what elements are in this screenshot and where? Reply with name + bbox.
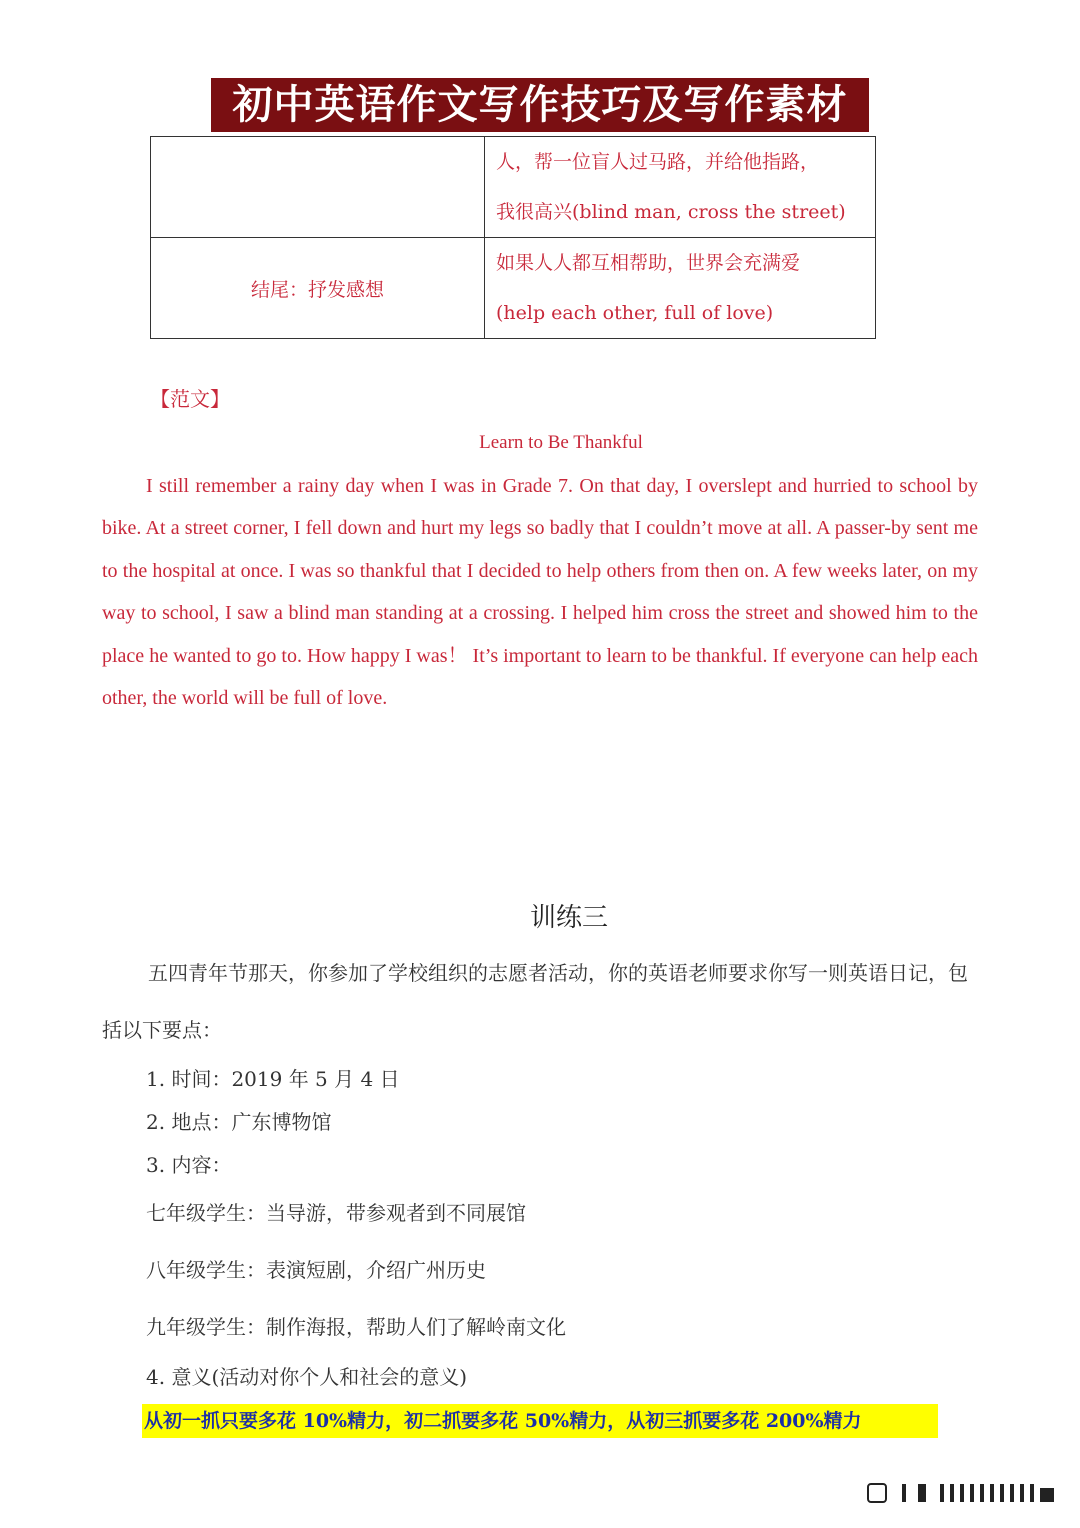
exercise-title: 训练三 <box>529 903 608 933</box>
outline-content-line: 我很高兴(blind man, cross the street) <box>496 201 846 223</box>
requirement-grade7: 七年级学生：当导游，带参观者到不同展馆 <box>146 1201 526 1225</box>
essay-title: Learn to Be Thankful <box>479 432 643 453</box>
outline-content-line: 如果人人都互相帮助，世界会充满爱 <box>496 252 801 274</box>
outline-content-cell <box>485 238 876 339</box>
outline-section-cell <box>151 137 485 238</box>
watermark-logo-icon <box>862 1480 1062 1506</box>
requirement-meaning: 4. 意义(活动对你个人和社会的意义) <box>146 1365 468 1389</box>
outline-content-cell <box>485 137 876 238</box>
requirement-place: 2. 地点：广东博物馆 <box>146 1110 332 1134</box>
outline-table <box>150 136 876 339</box>
outline-content-line: (help each other, full of love) <box>496 302 774 324</box>
table-row <box>151 137 876 238</box>
requirement-grade9: 九年级学生：制作海报，帮助人们了解岭南文化 <box>146 1315 566 1339</box>
requirement-time: 1. 时间：2019 年 5 月 4 日 <box>146 1067 400 1091</box>
outline-section-cell: 结尾：抒发感想 <box>151 238 485 339</box>
exercise-intro: 五四青年节那天，你参加了学校组织的志愿者活动，你的英语老师要求你写一则英语日记，包括以下要点： <box>102 961 968 1042</box>
essay-body: I still remember a rainy day when I was in Grade 7. On that day, I overslept and hurried to school by bike. At a street corner, I fell down and hurt my legs so badly that I couldn’t move at all. A passer-by sent me to the hospital at once. I was so thankful that I decided to help others from then on. A few weeks later, on my way to school, I saw a blind man standing at a crossing. I helped him cross the street and showed him to the place he wanted to go to. How happy I was！ It’s important to learn to be thankful. If everyone can help each other, the world will be full of love. <box>102 475 978 710</box>
document-title: 初中英语作文写作技巧及写作素材 <box>211 78 869 132</box>
table-row <box>151 238 876 339</box>
outline-content-line: 人，帮一位盲人过马路，并给他指路， <box>496 151 820 173</box>
sample-label: 【范文】 <box>150 387 230 411</box>
study-tip-banner: 从初一抓只要多花 10%精力，初二抓要多花 50%精力，从初三抓要多花 200%精力 <box>142 1404 938 1438</box>
requirement-content: 3. 内容： <box>146 1153 232 1177</box>
requirement-grade8: 八年级学生：表演短剧，介绍广州历史 <box>146 1258 486 1282</box>
